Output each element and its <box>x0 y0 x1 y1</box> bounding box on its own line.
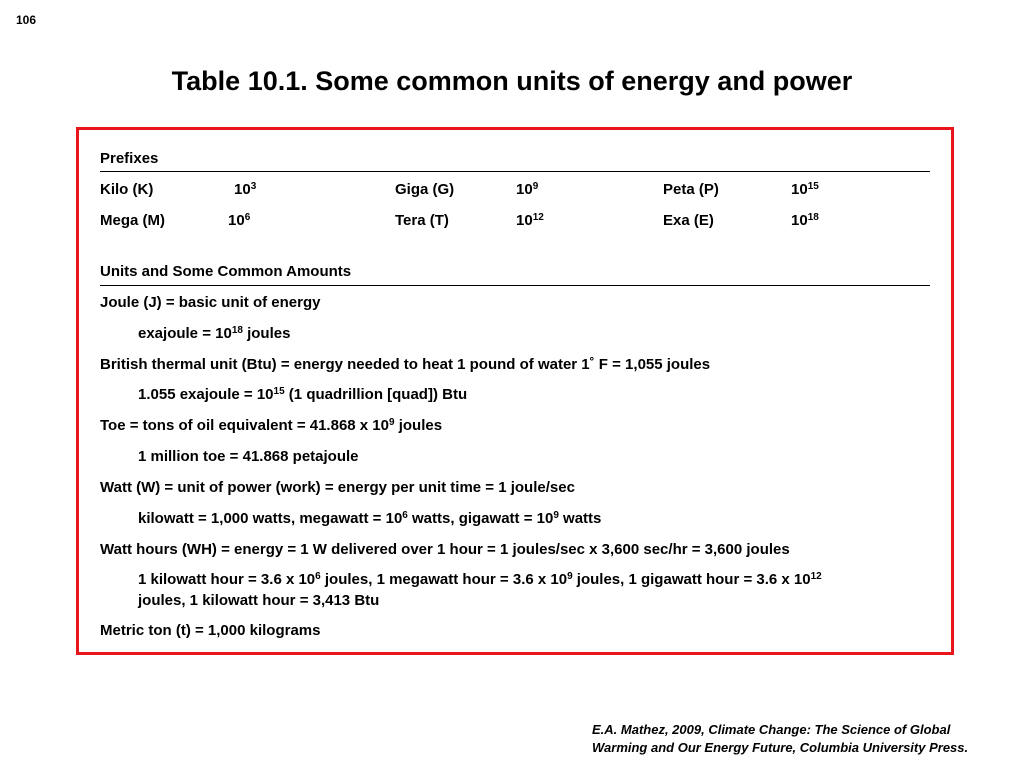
citation-line: E.A. Mathez, 2009, Climate Change: The Science of Global <box>592 722 951 737</box>
prefixes-heading: Prefixes <box>100 150 159 167</box>
prefix-value: $10^{12}$ <box>516 212 544 229</box>
prefix-name: Kilo (K) <box>100 181 154 198</box>
page-title: Table 10.1. Some common units of energy and power <box>171 66 853 96</box>
units-table-box <box>76 127 954 655</box>
toe-definition: Toe = tons of oil equivalent = 41.868 x $10^9$ joules <box>100 417 443 434</box>
kilowatt-hour-btu-definition: joules, 1 kilowatt hour = 3,413 Btu <box>138 592 380 609</box>
kilowatt-hour-definition: 1 kilowatt hour = 3.6 x $10^6$ joules, 1 megawatt hour = 3.6 x $10^9$ joules, 1 gigawatt hour = 3.6 x $10^{12}$ <box>138 571 822 588</box>
units-heading: Units and Some Common Amounts <box>100 263 352 280</box>
prefix-value: $10^{18}$ <box>791 212 819 229</box>
units-rule <box>100 285 930 286</box>
prefix-value: $10^{15}$ <box>791 181 819 198</box>
page-number: 106 <box>16 13 37 27</box>
btu-definition: British thermal unit (Btu) = energy needed to heat 1 pound of water 1˚ F = 1,055 joules <box>100 356 711 373</box>
watt-definition: Watt (W) = unit of power (work) = energy per unit time = 1 joule/sec <box>100 479 575 496</box>
citation <box>592 721 968 757</box>
prefixes-rule <box>100 171 930 172</box>
citation-line: Warming and Our Energy Future, Columbia University Press. <box>592 740 969 755</box>
btu-exajoule-definition: 1.055 exajoule = $10^{15}$ (1 quadrillion [quad]) Btu <box>138 386 468 403</box>
kilowatt-definition: kilowatt = 1,000 watts, megawatt = $10^6$ watts, gigawatt = $10^9$ watts <box>138 510 602 527</box>
prefix-name: Tera (T) <box>395 212 449 229</box>
prefix-value: $10^9$ <box>516 181 539 198</box>
prefix-value: $10^6$ <box>228 212 251 229</box>
metric-ton-definition: Metric ton (t) = 1,000 kilograms <box>100 622 321 639</box>
prefix-name: Exa (E) <box>663 212 714 229</box>
joule-definition: Joule (J) = basic unit of energy <box>100 294 321 311</box>
prefix-name: Mega (M) <box>100 212 165 229</box>
exajoule-definition: exajoule = $10^{18}$ joules <box>138 325 291 342</box>
prefix-name: Peta (P) <box>663 181 719 198</box>
prefix-value: $10^3$ <box>234 181 257 198</box>
watt-hour-definition: Watt hours (WH) = energy = 1 W delivered over 1 hour = 1 joules/sec x 3,600 sec/hr = 3,600 joules <box>100 541 790 558</box>
million-toe-definition: 1 million toe = 41.868 petajoule <box>138 448 359 465</box>
prefix-name: Giga (G) <box>395 181 455 198</box>
